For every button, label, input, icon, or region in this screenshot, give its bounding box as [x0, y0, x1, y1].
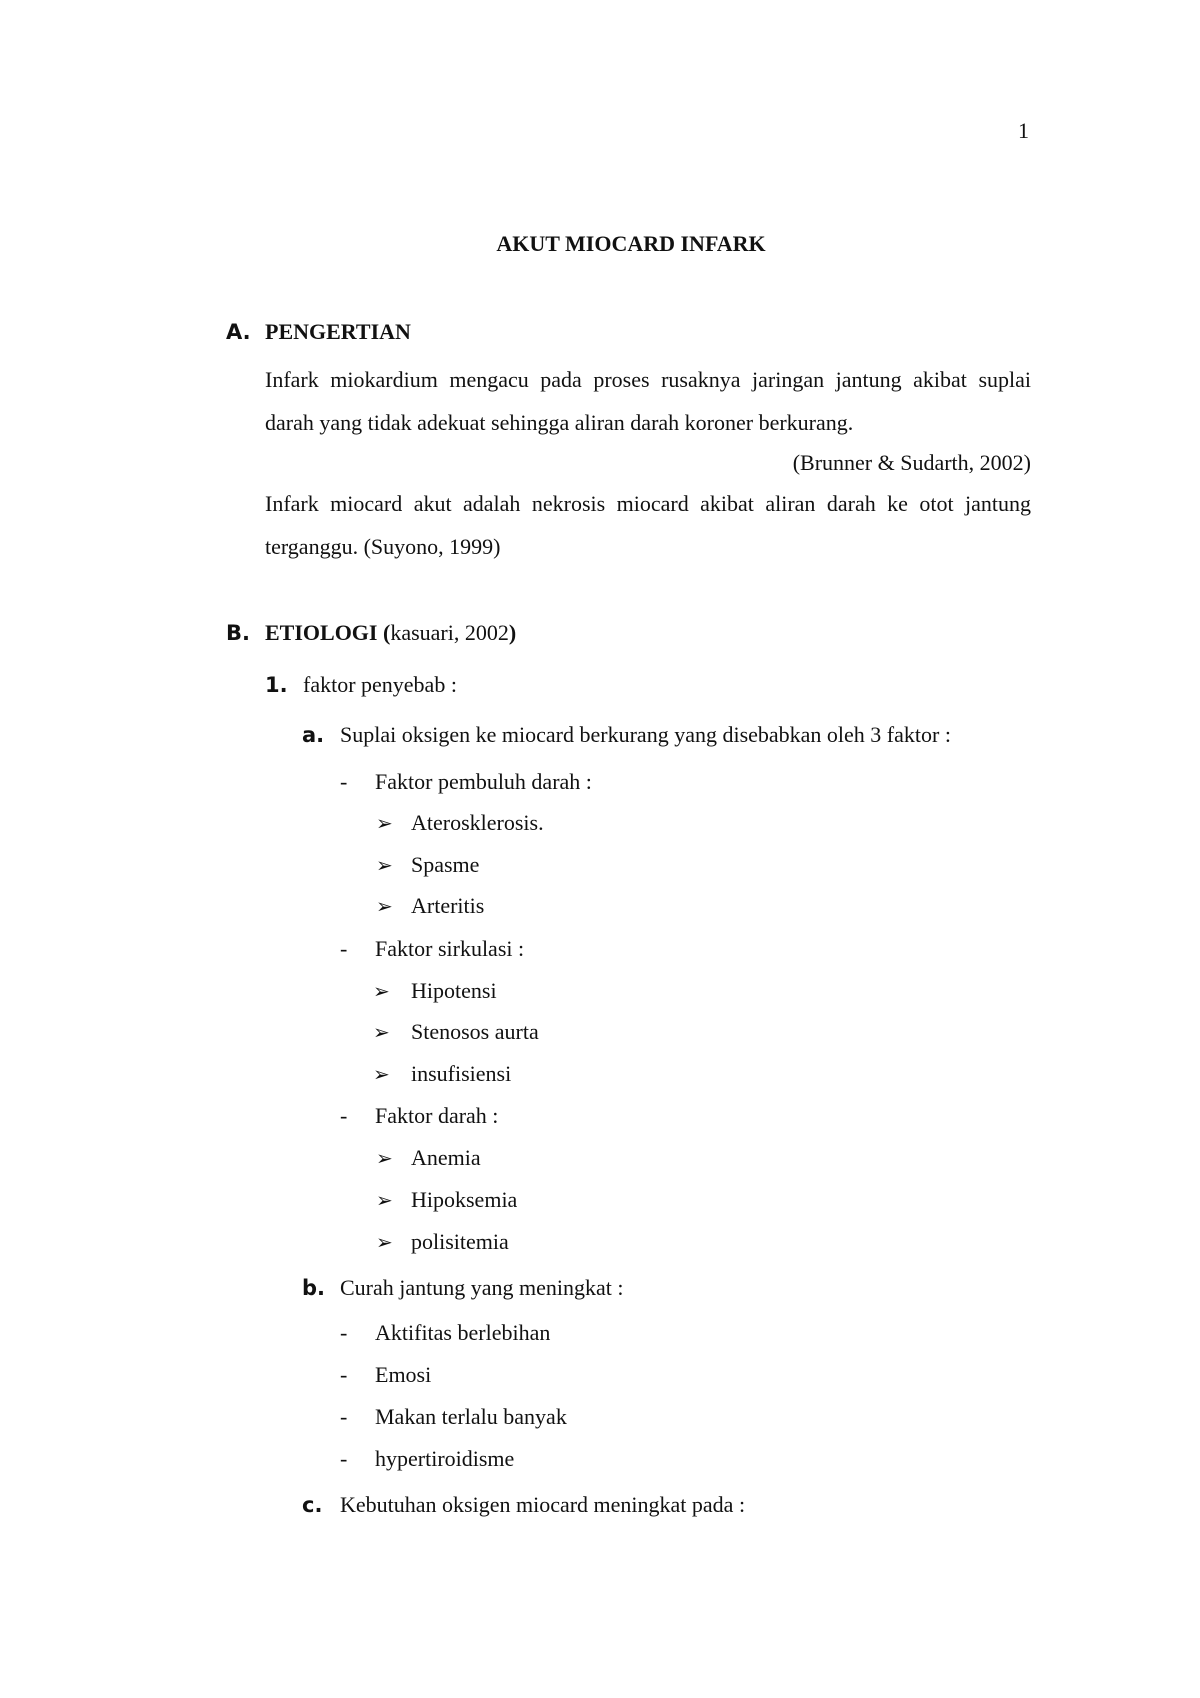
arrow-bullet-icon: ➢ [373, 1020, 390, 1044]
group-2-item: Stenosos aurta [411, 1019, 539, 1044]
sub-b-item: Aktifitas berlebihan [375, 1320, 551, 1345]
arrow-bullet-icon: ➢ [376, 1146, 393, 1170]
sub-a-marker: a. [302, 723, 325, 747]
group-1-item: Arteritis [411, 893, 485, 918]
sub-a-text: Suplai oksigen ke miocard berkurang yang disebabkan oleh 3 faktor : [340, 722, 951, 747]
document-title: AKUT MIOCARD INFARK [496, 231, 766, 256]
dash-bullet: - [340, 1404, 348, 1429]
section-a-paragraph-1: Infark miokardium mengacu pada proses rusaknya jaringan jantung akibat suplai darah yang tidak adekuat sehingga aliran darah koroner berkurang. [265, 367, 1031, 435]
section-b-heading-citation: kasuari, 2002 [390, 620, 509, 645]
section-b-heading-bold: ETIOLOGI ( [265, 620, 391, 645]
sub-b-item: hypertiroidisme [375, 1446, 515, 1471]
group-2-item: Hipotensi [411, 978, 497, 1003]
arrow-bullet-icon: ➢ [376, 853, 393, 877]
arrow-bullet-icon: ➢ [373, 1062, 390, 1086]
dash-bullet: - [340, 1103, 348, 1128]
group-3-item: Anemia [411, 1145, 481, 1170]
item-1-marker: 1. [265, 673, 288, 697]
section-a-heading: PENGERTIAN [265, 319, 411, 344]
item-1-text: faktor penyebab : [303, 672, 457, 697]
dash-bullet: - [340, 936, 348, 961]
section-a-marker: A. [226, 320, 251, 344]
sub-b-item: Emosi [375, 1362, 432, 1387]
section-b-marker: B. [226, 621, 250, 645]
section-b-heading [265, 618, 516, 648]
arrow-bullet-icon: ➢ [376, 894, 393, 918]
section-a-citation-1: (Brunner & Sudarth, 2002) [792, 450, 1031, 475]
section-a-paragraph-2: Infark miocard akut adalah nekrosis miocard akibat aliran darah ke otot jantung terganggu. (Suyono, 1999) [265, 491, 1031, 559]
sub-c-marker: c. [302, 1493, 323, 1517]
group-3-label: Faktor darah : [375, 1103, 499, 1128]
dash-bullet: - [340, 1362, 348, 1387]
group-1-item: Spasme [411, 852, 480, 877]
sub-c-text: Kebutuhan oksigen miocard meningkat pada : [340, 1492, 746, 1517]
page-number: 1 [1018, 118, 1029, 143]
group-1-label: Faktor pembuluh darah : [375, 769, 592, 794]
group-3-item: polisitemia [411, 1229, 509, 1254]
arrow-bullet-icon: ➢ [376, 1188, 393, 1212]
group-2-item: insufisiensi [411, 1061, 512, 1086]
dash-bullet: - [340, 1320, 348, 1345]
group-1-item: Aterosklerosis. [411, 810, 544, 835]
arrow-bullet-icon: ➢ [373, 979, 390, 1003]
sub-b-item: Makan terlalu banyak [375, 1404, 567, 1429]
section-b-heading-close: ) [508, 620, 517, 645]
dash-bullet: - [340, 769, 348, 794]
arrow-bullet-icon: ➢ [376, 811, 393, 835]
group-2-label: Faktor sirkulasi : [375, 936, 525, 961]
arrow-bullet-icon: ➢ [376, 1230, 393, 1254]
sub-b-marker: b. [302, 1276, 326, 1300]
dash-bullet: - [340, 1446, 348, 1471]
group-3-item: Hipoksemia [411, 1187, 518, 1212]
sub-b-text: Curah jantung yang meningkat : [340, 1275, 624, 1300]
